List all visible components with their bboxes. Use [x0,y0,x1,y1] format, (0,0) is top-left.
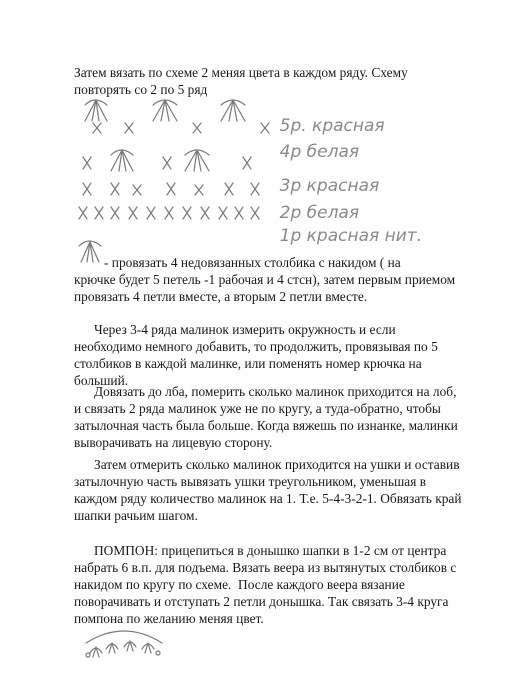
pompon-line-1: ПОМПОН: прицепиться в донышко шапки в 1-2 см от центра [94,543,447,558]
pompon-line-3: накидом по кругу по схеме. После каждого веера вязание [74,577,405,592]
fan-icon [221,100,245,121]
para2-line-4: выворачивать на лицевую сторону. [74,435,273,450]
fan-icon [153,100,177,121]
row-color: белая [306,142,360,162]
row-number: 2р [279,203,302,223]
intro-line-1: Затем вязать по схеме 2 меняя цвета в каждом ряду. Схему [74,65,408,80]
stitch-line-2: крючке будет 5 петель -1 рабочая и 4 стсн), затем первым приемом [74,272,456,287]
para3-line-1: Затем отмерить сколько малинок приходится на ушки и оставив [94,457,460,472]
intro-line-2: повторять со 2 по 5 ряд [74,82,208,97]
para3-line-2: затылочную часть вывязать ушки треугольником, уменьшая в [74,474,427,489]
row-number: 5р. [279,116,307,136]
row-color: красная нит. [306,226,423,246]
fan-icon [85,100,107,121]
row-color: красная [306,176,380,196]
para3-line-4: шапки рачьим шагом. [74,508,198,523]
pompon-line-2: набрать 6 в.п. для подъема. Вязать веера из вытянутых столбиков с [74,560,457,575]
crochet-chart-sketch [75,93,285,223]
stitch-line-1: - провязать 4 недовязанных столбика с накидом ( на [104,255,401,270]
row-color: красная [312,116,385,136]
para2-line-1: Довязать до лба, померить сколько малинок приходится на лоб, [94,384,457,399]
stitch-line-3: провязать 4 петли вместе, а вторым 2 петли вместе. [74,289,368,304]
para3-line-3: каждом ряду количество малинок на 1. Т.е. 5-4-3-2-1. Обвязать край [74,491,462,506]
para1-line-2: необходимо немного добавить, то продолжить, провязывая по 5 [74,339,438,354]
para2-line-3: затылочная часть была больше. Когда вяжешь по изнанке, малинки [74,418,458,433]
row-color: белая [306,203,360,223]
para2-line-2: и связать 2 ряда малинок уже не по кругу, а туда-обратно, чтобы [74,401,441,416]
para1-line-3: столбиков в каждой малинке, или поменять номер крючка на [74,356,422,371]
stitch-fan-icon [77,238,105,264]
para1-line-4: больший. [74,373,129,388]
para1-line-1: Через 3-4 ряда малинок измерить окружность и если [94,322,396,337]
row-number: 4р [279,142,302,162]
pompon-line-4: поворачивать и отступать 2 петли донышка. Так связать 3-4 круга [74,594,449,609]
pompon-line-5: помпона по желанию меняя цвет. [74,611,264,626]
row-number: 3р [279,176,302,196]
row-number: 1р [279,226,302,246]
pompon-chart-sketch [84,625,164,659]
